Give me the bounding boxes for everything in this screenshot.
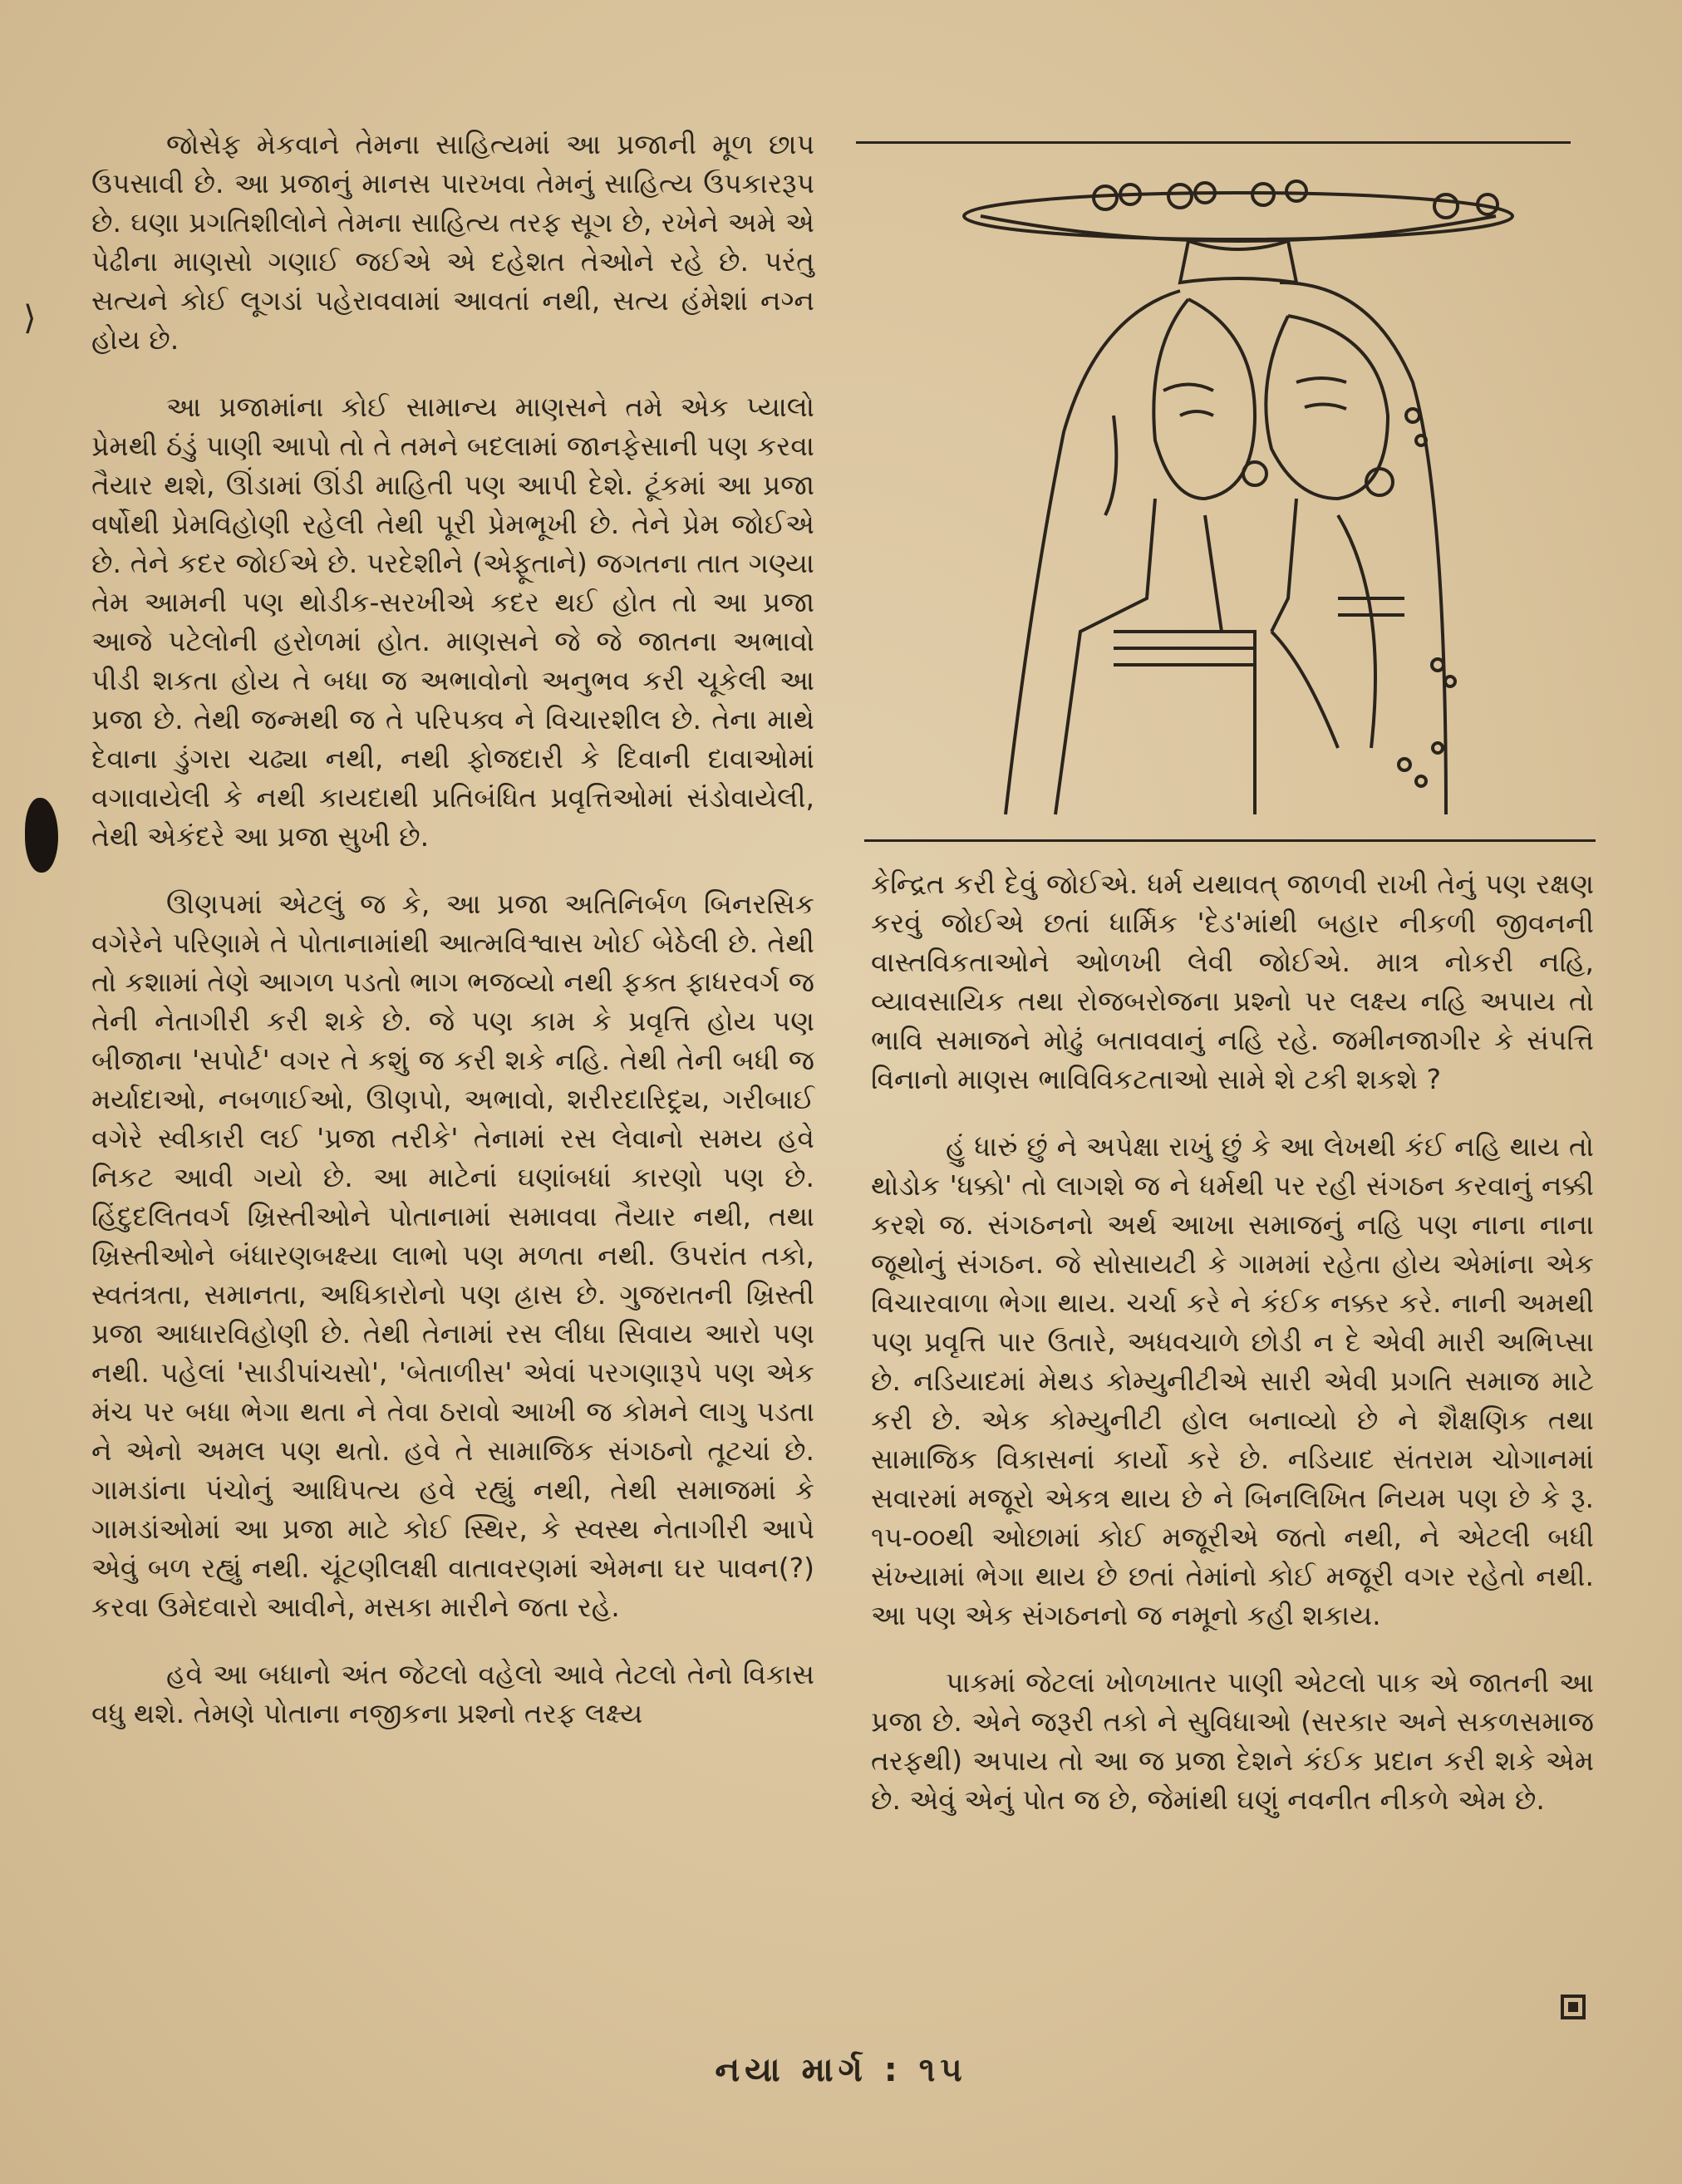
two-women-sketch-icon [906,166,1571,831]
paragraph: જોસેફ મેકવાને તેમના સાહિત્યમાં આ પ્રજાની મૂળ છાપ ઉપસાવી છે. આ પ્રજાનું માનસ પારખવા તેમનું સાહિત્ય ઉપકારરૂપ છે. ઘણા પ્રગતિશીલોને તેમના સાહિત્ય તરફ સૂગ છે, રખેને અમે એ પેઢીના માણસો ગણાઈ જઈએ એ દહેશત તેઓને રહે છે. પરંતુ સત્યને કોઈ લૂગડાં પહેરાવવામાં આવતાં નથી, સત્ય હંમેશાં નગ્ન હોય છે. [91,128,814,356]
left-column [91,125,814,1761]
paragraph: હવે આ બધાનો અંત જેટલો વહેલો આવે તેટલો તેનો વિકાસ વધુ થશે. તેમણે પોતાના નજીકના પ્રશ્નો તરફ લક્ષ્ય [91,1658,814,1729]
section-divider [864,839,1596,842]
page-folio: નયા માર્ગ : ૧૫ [715,2051,967,2089]
paragraph: કેન્દ્રિત કરી દેવું જોઈએ. ધર્મ યથાવત્ જાળવી રાખી તેનું પણ રક્ષણ કરવું જોઈએ છતાં ધાર્મિક 'દેડ'માંથી બહાર નીકળી જીવનની વાસ્તવિકતાઓને ઓળખી લેવી જોઈએ. માત્ર નોકરી નહિ, વ્યાવસાયિક તથા રોજબરોજના પ્રશ્નો પર લક્ષ્ય નહિ અપાય તો ભાવિ સમાજને મોઢું બતાવવાનું નહિ રહે. જમીનજાગીર કે સંપત્તિ વિનાનો માણસ ભાવિવિકટતાઓ સામે શે ટકી શકશે ? [871,868,1594,1095]
paragraph: આ પ્રજામાંના કોઈ સામાન્ય માણસને તમે એક પ્યાલો પ્રેમથી ઠંડું પાણી આપો તો તે તમને બદલામાં જાનફેસાની પણ કરવા તૈયાર થશે, ઊંડામાં ઊંડી માહિતી પણ આપી દેશે. ટૂંકમાં આ પ્રજા વર્ષોથી પ્રેમવિહોણી રહેલી તેથી પૂરી પ્રેમભૂખી છે. તેને પ્રેમ જોઈએ છે. તેને કદર જોઈએ છે. પરદેશીને (એફૂતાને) જગતના તાત ગણ્યા તેમ આમની પણ થોડીક-સરખીએ કદર થઈ હોત તો આ પ્રજા આજે પટેલોની હરોળમાં હોત. માણસને જે જે જાતના અભાવો પીડી શકતા હોય તે બધા જ અભાવોનો અનુભવ કરી ચૂકેલી આ પ્રજા છે. તેથી જન્મથી જ તે પરિપક્વ ને વિચારશીલ છે. તેના માથે દેવાના ડુંગરા ચઢ્યા નથી, નથી ફોજદારી કે દિવાની દાવાઓમાં વગાવાયેલી કે નથી કાયદાથી પ્રતિબંધિત પ્રવૃત્તિઓમાં સંડોવાયેલી, તેથી એકંદરે આ પ્રજા સુખી છે. [91,391,814,853]
paragraph: ઊણપમાં એટલું જ કે, આ પ્રજા અતિનિર્બળ બિનરસિક વગેરેને પરિણામે તે પોતાનામાંથી આત્મવિશ્વાસ ખોઈ બેઠેલી છે. તેથી તો કશામાં તેણે આગળ પડતો ભાગ ભજવ્યો નથી ફક્ત ફાધરવર્ગ જ તેની નેતાગીરી કરી શકે છે. જે પણ કામ કે પ્રવૃત્તિ હોય પણ બીજાના 'સપોર્ટ' વગર તે કશું જ કરી શકે નહિ. તેથી તેની બધી જ મર્યાદાઓ, નબળાઈઓ, ઊણપો, અભાવો, શરીરદારિદ્ર્ય, ગરીબાઈ વગેરે સ્વીકારી લઈ 'પ્રજા તરીકે' તેનામાં રસ લેવાનો સમય હવે નિકટ આવી ગયો છે. આ માટેનાં ઘણાંબધાં કારણો પણ છે. હિંદુદલિતવર્ગ ખ્રિસ્તીઓને પોતાનામાં સમાવવા તૈયાર નથી, તથા ખ્રિસ્તીઓને બંધારણબક્ષ્યા લાભો પણ મળતા નથી. ઉપરાંત તકો, સ્વતંત્રતા, સમાનતા, અધિકારોનો પણ હ્રાસ છે. ગુજરાતની ખ્રિસ્તી પ્રજા આધારવિહોણી છે. તેથી તેનામાં રસ લીધા સિવાય આરો પણ નથી. પહેલાં 'સાડીપાંચસો', 'બેતાળીસ' એવાં પરગણારૂપે પણ એક મંચ પર બધા ભેગા થતા ને તેવા ઠરાવો આખી જ કોમને લાગુ પડતા ને એનો અમલ પણ થતો. હવે તે સામાજિક સંગઠનો તૂટચાં છે. ગામડાંના પંચોનું આધિપત્ય હવે રહ્યું નથી, તેથી સમાજમાં કે ગામડાંઓમાં આ પ્રજા માટે કોઈ સ્થિર, કે સ્વસ્થ નેતાગીરી આપે એવું બળ રહ્યું નથી. ચૂંટણીલક્ષી વાતાવરણમાં એમના ઘર પાવન(?) કરવા ઉમેદવારો આવીને, મસકા મારીને જતા રહે. [91,888,814,1623]
article-end-icon [1561,1995,1586,2019]
paragraph: હું ધારું છું ને અપેક્ષા રાખું છું કે આ લેખથી કંઈ નહિ થાય તો થોડોક 'ધક્કો' તો લાગશે જ ને ધર્મથી પર રહી સંગઠન કરવાનું નક્કી કરશે જ. સંગઠનનો અર્થ આખા સમાજનું નહિ પણ નાના નાના જૂથોનું સંગઠન. જે સોસાયટી કે ગામમાં રહેતા હોય એમાંના એક વિચારવાળા ભેગા થાય. ચર્ચા કરે ને કંઈક નક્કર કરે. નાની અમથી પણ પ્રવૃત્તિ પાર ઉતારે, અધવચાળે છોડી ન દે એવી મારી અભિપ્સા છે. નડિયાદમાં મેથડ કોમ્યુનીટીએ સારી એવી પ્રગતિ સમાજ માટે કરી છે. એક કોમ્યુનીટી હોલ બનાવ્યો છે ને શૈક્ષણિક તથા સામાજિક વિકાસનાં કાર્યો કરે છે. નડિયાદ સંતરામ ચોગાનમાં સવારમાં મજૂરો એકત્ર થાય છે ને બિનલિખિત નિયમ પણ છે કે રૂ. ૧૫-૦૦થી ઓછામાં કોઈ મજૂરીએ જતો નથી, ને એટલી બધી સંખ્યામાં ભેગા થાય છે છતાં તેમાંનો કોઈ મજૂરી વગર રહેતો નથી. આ પણ એક સંગઠનનો જ નમૂનો કહી શકાય. [871,1130,1594,1631]
margin-mark: ⟩ [23,299,37,337]
top-divider [856,141,1571,144]
paragraph: પાકમાં જેટલાં ખોળખાતર પાણી એટલો પાક એ જાતની આ પ્રજા છે. એને જરૂરી તકો ને સુવિધાઓ (સરકાર અને સકળસમાજ તરફથી) અપાય તો આ જ પ્રજા દેશને કંઈક પ્રદાન કરી શકે એમ છે. એવું એનું પોત જ છે, જેમાંથી ઘણું નવનીત નીકળે એમ છે. [871,1666,1594,1816]
right-column [871,864,1594,1847]
ink-stain [25,798,58,873]
